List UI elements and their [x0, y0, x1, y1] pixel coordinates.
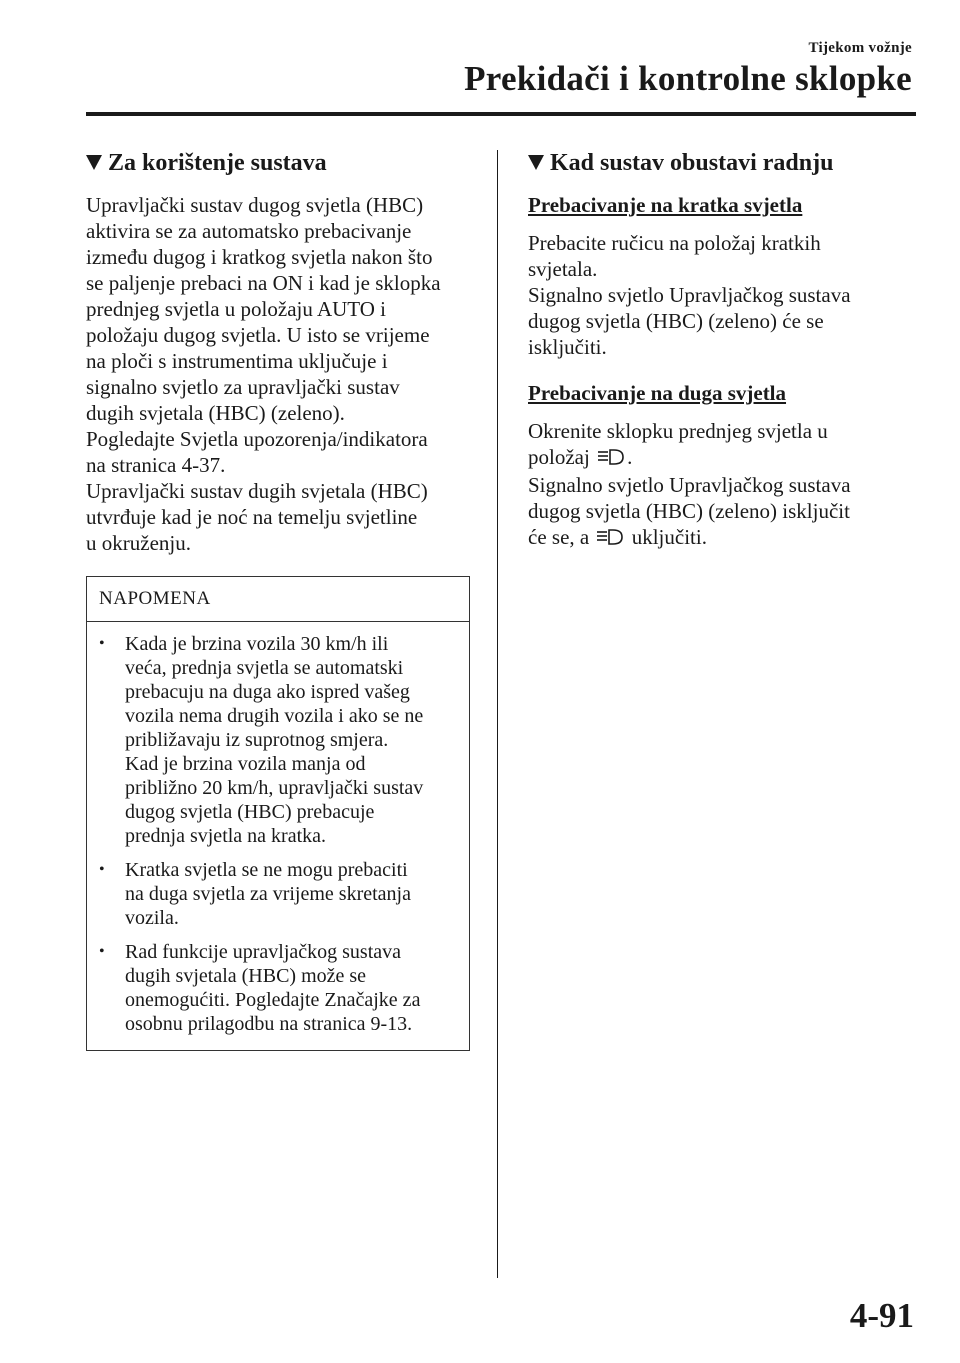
- text-line: Signalno svjetlo Upravljačkog sustava: [528, 283, 851, 307]
- text-line: dugog svjetla (HBC) prebacuje: [125, 801, 375, 823]
- down-triangle-icon: [528, 155, 544, 170]
- text-line: osobnu prilagodbu na stranica 9-13.: [125, 1013, 413, 1035]
- text-line: Rad funkcije upravljačkog sustava: [125, 941, 402, 963]
- column-divider: [497, 150, 498, 1278]
- right-column: [528, 150, 918, 552]
- bullet-icon: •: [99, 861, 105, 878]
- chapter-title: Prekidači i kontrolne sklopke: [464, 59, 912, 98]
- note-body: [87, 622, 469, 1050]
- text-line: položaj .: [528, 444, 918, 472]
- text-line: približavaju iz suprotnog smjera.: [125, 729, 389, 751]
- text-line: na stranica 4-37.: [86, 453, 226, 477]
- text-line: Pogledajte Svjetla upozorenja/indikatora: [86, 427, 428, 451]
- bullet-icon: •: [99, 943, 105, 960]
- text-line: približno 20 km/h, upravljački sustav: [125, 777, 424, 799]
- text-line: položaju dugog svjetla. U isto se vrijeme: [86, 323, 430, 347]
- note-item-text: [125, 632, 423, 848]
- text-line: Kad je brzina vozila manja od: [125, 753, 366, 775]
- text-line: Prebacite ručicu na položaj kratkih: [528, 231, 821, 255]
- text-line: dugog svjetla (HBC) (zeleno) će se: [528, 309, 824, 333]
- subheading-low-beam: Prebacivanje na kratka svjetla: [528, 193, 803, 217]
- page-number: 4-91: [849, 1296, 914, 1335]
- text-line: aktivira se za automatsko prebacivanje: [86, 219, 412, 243]
- text-line: na duga svjetla za vrijeme skretanja: [125, 883, 411, 905]
- text-line: Upravljački sustav dugih svjetala (HBC): [86, 479, 428, 503]
- left-column: [86, 150, 471, 1051]
- note-item: [99, 632, 457, 848]
- note-item: [99, 940, 457, 1036]
- header-rule: [86, 112, 916, 116]
- text-line: dugih svjetala (HBC) (zeleno).: [86, 401, 345, 425]
- section-heading-text: Kad sustav obustavi radnju: [550, 150, 834, 176]
- text-line: isključiti.: [528, 335, 607, 359]
- usage-paragraph: [86, 192, 471, 556]
- down-triangle-icon: [86, 155, 102, 170]
- section-heading-usage: [86, 150, 471, 176]
- text-line: dugih svjetala (HBC) može se: [125, 965, 367, 987]
- bullet-icon: •: [99, 635, 105, 652]
- text-line: prednja svjetla na kratka.: [125, 825, 327, 847]
- text-line: veća, prednja svjetla se automatski: [125, 657, 404, 679]
- text-line: u okruženju.: [86, 531, 191, 555]
- text-line: Okrenite sklopku prednjeg svjetla u: [528, 419, 828, 443]
- text-line: Upravljački sustav dugog svjetla (HBC): [86, 193, 424, 217]
- high-beam-paragraph: [528, 418, 918, 552]
- high-beam-icon: [597, 446, 625, 472]
- section-heading-stop: [528, 150, 918, 176]
- section-heading-text: Za korištenje sustava: [108, 150, 327, 176]
- text-line: utvrđuje kad je noć na temelju svjetline: [86, 505, 418, 529]
- section-label: Tijekom vožnje: [808, 40, 912, 56]
- text-line: vozila nema drugih vozila i ako se ne: [125, 705, 424, 727]
- text-line: Signalno svjetlo Upravljačkog sustava: [528, 473, 851, 498]
- text-line: prebacuju na duga ako ispred vašeg: [125, 681, 410, 703]
- low-beam-paragraph: [528, 230, 918, 360]
- text-line: Kratka svjetla se ne mogu prebaciti: [125, 859, 408, 881]
- high-beam-icon: [596, 526, 624, 552]
- note-item-text: [125, 940, 420, 1036]
- text-line: vozila.: [125, 907, 179, 929]
- text-line: onemogućiti. Pogledajte Značajke za: [125, 989, 421, 1011]
- text-line: će se, a uključiti.: [528, 524, 918, 552]
- note-label: NAPOMENA: [87, 577, 469, 622]
- text-line: prednjeg svjetla u položaju AUTO i: [86, 297, 386, 321]
- text-line: svjetala.: [528, 257, 598, 281]
- text-line: na ploči s instrumentima uključuje i: [86, 349, 388, 373]
- text-line: signalno svjetlo za upravljački sustav: [86, 375, 400, 399]
- note-item: [99, 858, 457, 930]
- text-line: dugog svjetla (HBC) (zeleno) isključit: [528, 499, 850, 524]
- note-item-text: [125, 858, 411, 930]
- text-line: Kada je brzina vozila 30 km/h ili: [125, 633, 389, 655]
- text-line: se paljenje prebaci na ON i kad je sklopka: [86, 271, 441, 295]
- note-box: [86, 576, 470, 1051]
- running-header: [464, 40, 912, 99]
- text-line: između dugog i kratkog svjetla nakon što: [86, 245, 433, 269]
- subheading-high-beam: Prebacivanje na duga svjetla: [528, 381, 787, 405]
